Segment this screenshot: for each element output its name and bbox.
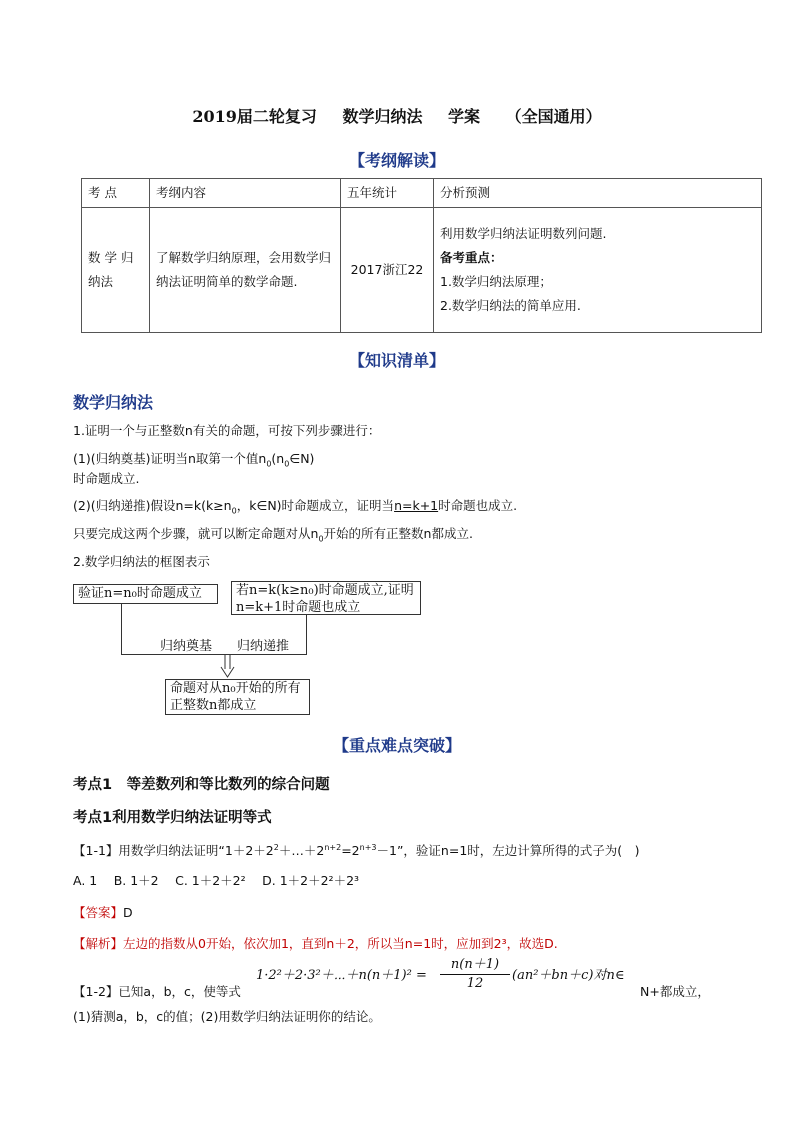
formula-tail: (an²＋bn＋c)对n∈ (512, 968, 625, 983)
cell-stats: 2017浙江22 (341, 208, 434, 333)
diagram-box-conclusion (165, 679, 310, 715)
key-point-heading-1: 考点1 等差数列和等比数列的综合问题 (73, 777, 330, 793)
diagram-line-bottom (121, 654, 307, 655)
cell-content: 了解数学归纳原理，会用数学归纳法证明简单的数学命题. (150, 208, 341, 333)
title-part-3: 学案 (448, 107, 481, 126)
section-header-knowledge: 【知识清单】 (348, 351, 445, 370)
header-stats: 五年统计 (341, 179, 434, 208)
analysis-focus: 备考重点： (440, 250, 503, 265)
formula-fraction (440, 956, 510, 993)
title-part-2: 数学归纳法 (342, 107, 423, 126)
k4-text-a: (2)(归纳递推)假设n=k(k≥n (73, 498, 232, 513)
explanation-line (73, 934, 558, 953)
knowledge-line-4: (2)(归纳递推)假设$n=k(k\ge n_0$，k∈N)时命题成立，证明当n=k+1时命题也成立. (73, 498, 518, 516)
diagram-box-step (231, 581, 421, 615)
diagram-box-base: 验证n=n₀时命题成立 (73, 584, 218, 604)
title-part-4: （全国通用） (505, 107, 602, 126)
analysis-line-3: 2.数学归纳法的简单应用. (440, 298, 581, 313)
box-step-line-2: n=k+1时命题也成立 (236, 600, 361, 615)
q1-text-b: ＋…＋2 (278, 843, 325, 859)
analysis-line-2: 1.数学归纳法原理； (440, 274, 552, 289)
k5-text-a: 只要完成这两个步骤，就可以断定命题对从n (73, 526, 319, 541)
question-1-2-formula: 1·2²＋2·3²＋⋯＋n(n＋1)² = (256, 968, 427, 983)
k2-text-c: ∈N) (289, 451, 315, 466)
k5-text-b: 开始的所有正整数n都成立. (323, 526, 473, 541)
page-title (0, 104, 794, 127)
header-analysis: 分析预测 (434, 179, 762, 208)
syllabus-table (81, 178, 762, 333)
knowledge-line-6: 2.数学归纳法的框图表示 (73, 554, 210, 569)
down-arrow-icon (220, 655, 236, 679)
diagram-line-right (306, 615, 307, 655)
header-topic: 考 点 (82, 179, 150, 208)
table-header-row (82, 179, 762, 208)
topic-heading: 数学归纳法 (73, 393, 154, 412)
section-header-key-points: 【重点难点突破】 (332, 736, 461, 755)
q1-text-a: 【1-1】用数学归纳法证明“1＋2＋2 (73, 843, 274, 859)
k4-text-c: n=k+1 (394, 498, 439, 513)
title-part-1: 2019届二轮复习 (192, 107, 317, 126)
box-conclusion-line-1: 命题对从n₀开始的所有 (170, 681, 301, 696)
answer-value: D (123, 905, 133, 920)
cell-analysis (434, 208, 762, 333)
q1-text-d: －1”，验证n=1时，左边计算所得的式子为( ) (376, 843, 640, 859)
section-header-syllabus: 【考纲解读】 (348, 151, 445, 170)
box-conclusion-line-2: 正整数n都成立 (170, 698, 257, 713)
answer-label: 【答案】 (73, 905, 124, 920)
explanation-label: 【解析】 (73, 936, 124, 951)
k2-text-b: (n (271, 451, 285, 466)
analysis-line-1: 利用数学归纳法证明数列问题. (440, 226, 607, 241)
q1-text-c: =2 (341, 843, 360, 859)
explanation-text: 左边的指数从0开始，依次加1，直到n＋2，所以当n=1时，应加到2³，故选D. (123, 936, 558, 951)
k4-text-b: ，k∈N)时命题成立，证明当 (236, 498, 395, 513)
box-step-line-1: 若n=k(k≥n₀)时命题成立,证明 (236, 583, 414, 598)
cell-topic: 数 学 归 纳法 (82, 208, 150, 333)
fraction-numerator: n(n＋1) (440, 956, 510, 975)
fraction-denominator: 12 (466, 976, 484, 991)
k4-text-d: 时命题也成立. (438, 498, 518, 513)
diagram-label-step: 归纳递推 (237, 639, 290, 654)
question-1-1-options: A. 1 B. 1＋2 C. 1＋2＋2² D. 1＋2＋2²＋2³ (73, 873, 360, 888)
knowledge-line-1: 1.证明一个与正整数n有关的命题，可按下列步骤进行： (73, 423, 381, 438)
key-point-heading-2: 考点1利用数学归纳法证明等式 (73, 810, 272, 826)
question-1-1: 【1-1】用数学归纳法证明“$1+2+2^2+\dots+2^{n+2}=2^{n+3}-1$”，验证n=1时，左边计算所得的式子为( ) (73, 843, 640, 859)
diagram-line-left (121, 604, 122, 655)
header-content: 考纲内容 (150, 179, 341, 208)
k2-text-a: (1)(归纳奠基)证明当n取第一个值n (73, 451, 267, 466)
knowledge-line-2: (1)(归纳奠基)证明当n取第一个值$n_0(n_0\in N)$ (73, 451, 315, 469)
answer-line (73, 903, 133, 922)
question-1-2-label: 【1-2】已知a，b，c，使等式 (73, 984, 241, 999)
question-1-2-subparts: (1)猜测a，b，c的值；(2)用数学归纳法证明你的结论。 (73, 1009, 381, 1024)
diagram-label-base: 归纳奠基 (160, 639, 213, 654)
formula-tail-2: N+都成立， (640, 984, 710, 999)
table-row (82, 208, 762, 333)
knowledge-line-5: 只要完成这两个步骤，就可以断定命题对从$n_0$开始的所有正整数n都成立. (73, 526, 473, 544)
knowledge-line-3: 时命题成立. (73, 471, 140, 486)
